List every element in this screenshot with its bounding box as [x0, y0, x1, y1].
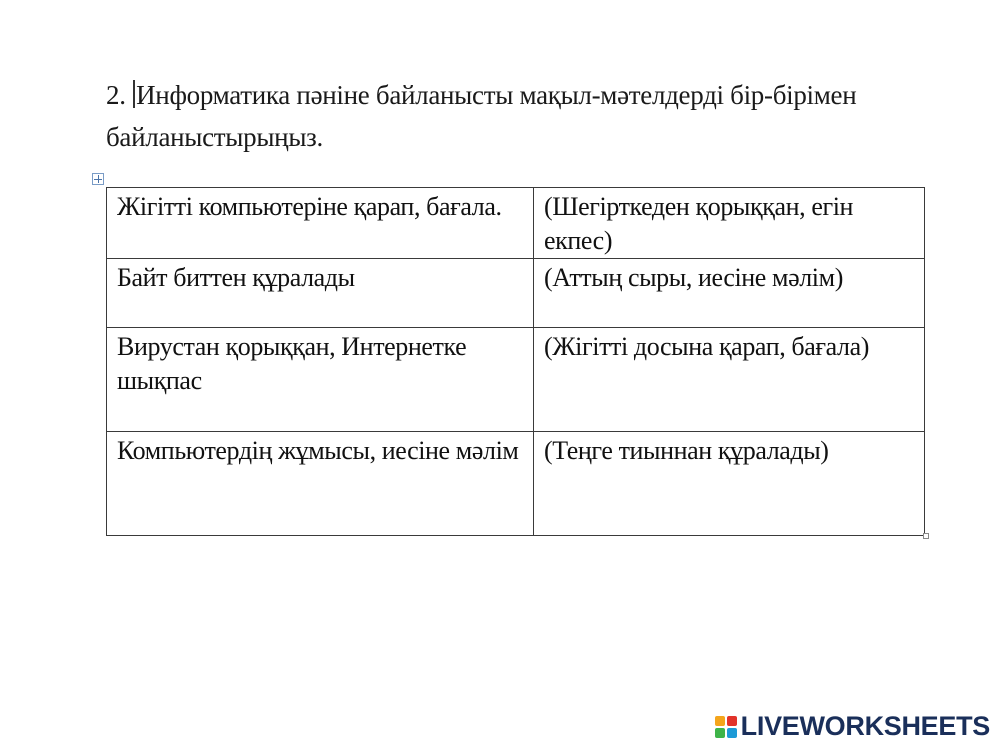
table-row: [107, 328, 925, 432]
question-number: 2.: [106, 80, 126, 110]
table-row: [107, 188, 925, 259]
proverb-cell-right: (Теңге тиыннан құралады): [534, 432, 925, 536]
text-cursor: [133, 80, 135, 108]
proverb-cell-left: Байт биттен құралады: [107, 259, 534, 328]
question-text: [106, 74, 906, 158]
proverb-cell-right: (Аттың сыры, иесіне мәлім): [534, 259, 925, 328]
question-line-1: Информатика пәніне байланысты мақыл-мәтелдерді бір-бірімен: [136, 80, 857, 110]
table-resize-handle-icon[interactable]: [923, 533, 929, 539]
logo-square: [715, 728, 725, 738]
matching-table: [106, 187, 925, 536]
table-row: [107, 259, 925, 328]
brand-watermark: [715, 711, 990, 742]
logo-square: [727, 716, 737, 726]
proverb-cell-left: Жігітті компьютеріне қарап, бағала.: [107, 188, 534, 259]
proverb-cell-right: (Шегірткеден қорыққан, егін екпес): [534, 188, 925, 259]
brand-name: LIVEWORKSHEETS: [740, 711, 990, 741]
proverb-cell-right: (Жігітті досына қарап, бағала): [534, 328, 925, 432]
proverb-cell-left: Вирустан қорыққан, Интернетке шықпас: [107, 328, 534, 432]
question-line-2: байланыстырыңыз.: [106, 122, 323, 152]
proverb-cell-left: Компьютердің жұмысы, иесіне мәлім: [107, 432, 534, 536]
brand-logo-icon: [715, 716, 737, 738]
table-row: [107, 432, 925, 536]
table-move-handle-icon[interactable]: [92, 173, 104, 185]
logo-square: [715, 716, 725, 726]
logo-square: [727, 728, 737, 738]
